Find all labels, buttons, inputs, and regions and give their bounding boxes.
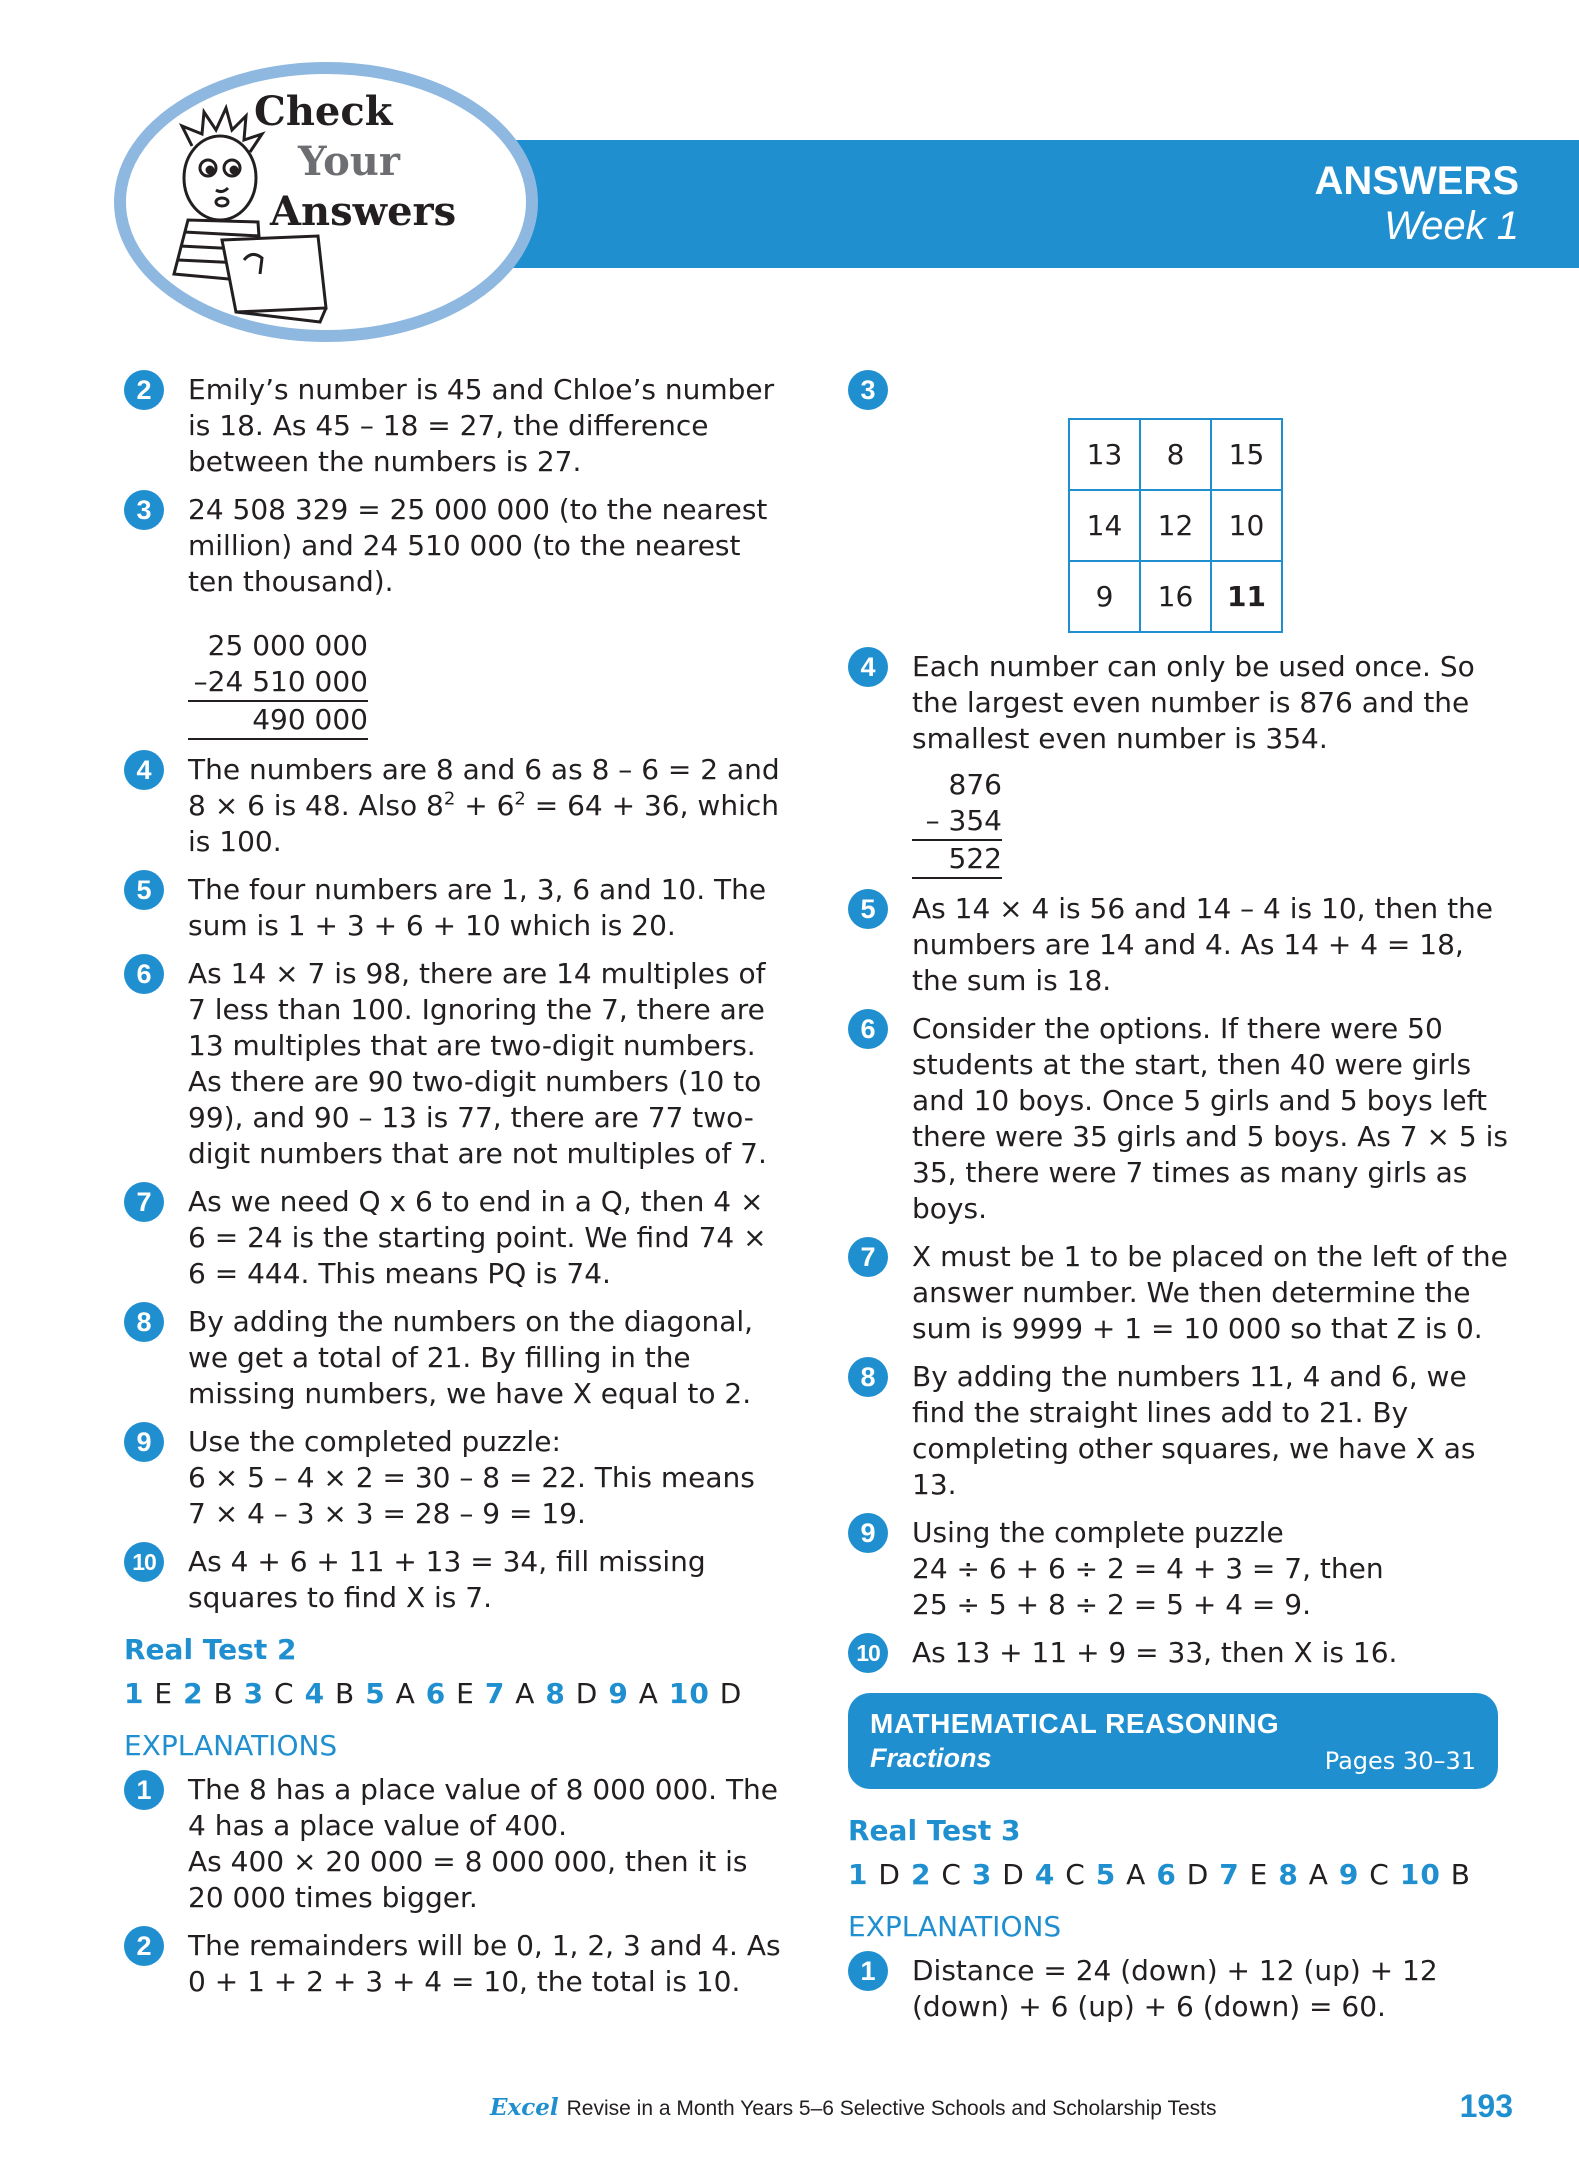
answer-number: 6 xyxy=(1156,1858,1177,1891)
grid-cell: 10 xyxy=(1211,490,1282,561)
answer-number: 9 xyxy=(1338,1858,1360,1891)
answer-text-line: As 400 × 20 000 = 8 000 000, then it is xyxy=(188,1845,748,1878)
logo-text-answers: Answers xyxy=(270,188,457,235)
question-number: 2 xyxy=(124,370,164,410)
question-number: 8 xyxy=(124,1302,164,1342)
answer-text: 24 508 329 = 25 000 000 (to the nearest million) and 24 510 000 (to the nearest ten thousand). xyxy=(188,493,768,598)
section-topic: Fractions xyxy=(870,1743,992,1773)
answer-text-line: 6 × 5 – 4 × 2 = 30 – 8 = 22. This means xyxy=(188,1461,755,1494)
subtraction-working xyxy=(188,628,784,740)
answer-text-line: Use the completed puzzle: xyxy=(188,1425,561,1458)
answer-number: 7 xyxy=(484,1677,506,1710)
superscript: 2 xyxy=(443,788,456,810)
calc-line: –24 510 000 xyxy=(188,664,368,702)
answer-letter: B xyxy=(203,1677,234,1710)
answer-letter: C xyxy=(1359,1858,1390,1891)
answer-number: 5 xyxy=(1095,1858,1117,1891)
answer-text xyxy=(912,372,1508,408)
grid-cell-answer: 11 xyxy=(1211,561,1282,632)
question-number: 5 xyxy=(848,889,888,929)
subtraction-working xyxy=(912,767,1508,879)
grid-row xyxy=(1069,419,1282,490)
answer-item xyxy=(848,1515,1508,1623)
question-number: 8 xyxy=(848,1357,888,1397)
calc-line: 490 000 xyxy=(188,702,368,740)
grid-cell: 12 xyxy=(1140,490,1211,561)
answer-letter: E xyxy=(446,1677,475,1710)
answer-item xyxy=(124,956,784,1172)
answer-letter: B xyxy=(1440,1858,1471,1891)
answer-item xyxy=(124,872,784,944)
question-number: 3 xyxy=(848,370,888,410)
answer-number: 10 xyxy=(668,1677,710,1710)
real-test-2-answers xyxy=(124,1676,784,1712)
answer-letter: A xyxy=(1116,1858,1147,1891)
grid-cell: 8 xyxy=(1140,419,1211,490)
question-number: 10 xyxy=(848,1633,888,1673)
answer-item xyxy=(848,1953,1508,2025)
answer-number: 3 xyxy=(243,1677,265,1710)
answer-number: 10 xyxy=(1399,1858,1441,1891)
calc-line: – 354 xyxy=(912,803,1002,841)
answer-text-line: 25 ÷ 5 + 8 ÷ 2 = 5 + 4 = 9. xyxy=(912,1588,1311,1621)
answer-number: 7 xyxy=(1219,1858,1240,1891)
question-number: 7 xyxy=(848,1237,888,1277)
answer-number: 8 xyxy=(1278,1858,1299,1891)
answer-text: Each number can only be used once. So the largest even number is 876 and the smallest even number is 354. xyxy=(912,650,1475,755)
answer-letter: D xyxy=(709,1677,743,1710)
text-part: + 6 xyxy=(455,789,515,822)
answer-item xyxy=(124,1304,784,1412)
question-number: 2 xyxy=(124,1926,164,1966)
answer-number: 6 xyxy=(425,1677,447,1710)
answer-text-line: 7 × 4 – 3 × 3 = 28 – 9 = 19. xyxy=(188,1497,586,1530)
answer-number: 2 xyxy=(183,1677,204,1710)
text-part: The numbers are 8 and 6 as 8 – 6 = 2 and 8 × 6 is 48. Also 8 xyxy=(188,753,780,822)
question-number: 3 xyxy=(124,490,164,530)
answer-text: As 14 × 4 is 56 and 14 – 4 is 10, then the numbers are 14 and 4. As 14 + 4 = 18, the sum is 18. xyxy=(912,892,1494,997)
answer-item xyxy=(848,1239,1508,1347)
grid-cell: 14 xyxy=(1069,490,1140,561)
question-number: 6 xyxy=(124,954,164,994)
answer-text: Consider the options. If there were 50 students at the start, then 40 were girls and 10 boys. Once 5 girls and 5 boys left there were 35 girls and 5 boys. As 7 × 5 is 35, there were 7 times as many girls as boys. xyxy=(912,1012,1508,1225)
answer-letter: C xyxy=(931,1858,962,1891)
answer-letter: D xyxy=(868,1858,901,1891)
page-title: ANSWERS xyxy=(1314,159,1519,203)
answer-text-line: 4 has a place value of 400. xyxy=(188,1809,568,1842)
calc-line: 876 xyxy=(948,768,1002,801)
answer-item xyxy=(848,372,1508,408)
grid-cell: 13 xyxy=(1069,419,1140,490)
question-number: 7 xyxy=(124,1182,164,1222)
answer-number: 2 xyxy=(910,1858,932,1891)
question-number: 4 xyxy=(124,750,164,790)
section-title: MATHEMATICAL REASONING xyxy=(870,1708,1280,1739)
answer-number: 9 xyxy=(608,1677,629,1710)
question-number: 9 xyxy=(124,1422,164,1462)
answer-text: The remainders will be 0, 1, 2, 3 and 4. As 0 + 1 + 2 + 3 + 4 = 10, the total is 10. xyxy=(188,1929,781,1998)
section-header-box xyxy=(848,1693,1498,1789)
magic-square-grid xyxy=(1068,418,1283,633)
grid-row xyxy=(1069,561,1282,632)
question-number: 4 xyxy=(848,647,888,687)
answer-letter: E xyxy=(1239,1858,1269,1891)
real-test-3-heading: Real Test 3 xyxy=(848,1814,1021,1847)
answer-letter: D xyxy=(992,1858,1025,1891)
superscript: 2 xyxy=(514,788,526,810)
answer-item xyxy=(848,1359,1508,1503)
footer-brand: Excel xyxy=(490,2094,559,2121)
answer-item xyxy=(848,649,1508,757)
answer-text-line: 20 000 times bigger. xyxy=(188,1881,478,1914)
question-number: 1 xyxy=(848,1951,888,1991)
answer-text xyxy=(188,752,784,860)
left-column xyxy=(124,372,784,2012)
grid-cell: 15 xyxy=(1211,419,1282,490)
answer-item xyxy=(848,1011,1508,1227)
real-test-3-answers xyxy=(848,1857,1508,1893)
answer-item xyxy=(124,1772,784,1916)
check-your-answers-logo xyxy=(112,60,540,344)
text-part: = 64 + 36, which is 100. xyxy=(188,789,779,858)
answer-text: Distance = 24 (down) + 12 (up) + 12 (down) + 6 (up) + 6 (down) = 60. xyxy=(912,1954,1438,2023)
answer-text: As 14 × 7 is 98, there are 14 multiples of 7 less than 100. Ignoring the 7, there are 13 multiples that are two-digit numbers. As there are 90 two-digit numbers (10 to 99), and 90 – 13 is 77, there are 77 two-digit numbers that are not multiples of 7. xyxy=(188,957,767,1170)
answer-letter: E xyxy=(144,1677,174,1710)
grid-row xyxy=(1069,490,1282,561)
question-number: 10 xyxy=(124,1542,164,1582)
footer xyxy=(490,2094,1216,2121)
answer-letter: C xyxy=(264,1677,295,1710)
answer-letter: C xyxy=(1055,1858,1086,1891)
answer-item xyxy=(124,1184,784,1292)
answer-text-line: The 8 has a place value of 8 000 000. The xyxy=(188,1773,779,1806)
answer-item xyxy=(124,1928,784,2000)
answer-item xyxy=(848,891,1508,999)
answer-number: 4 xyxy=(304,1677,326,1710)
grid-cell: 16 xyxy=(1140,561,1211,632)
question-number: 9 xyxy=(848,1513,888,1553)
answer-text: The four numbers are 1, 3, 6 and 10. The sum is 1 + 3 + 6 + 10 which is 20. xyxy=(188,873,767,942)
answer-item xyxy=(124,752,784,860)
answer-letter: D xyxy=(1176,1858,1210,1891)
answer-text: As 4 + 6 + 11 + 13 = 34, fill missing squares to find X is 7. xyxy=(188,1545,706,1614)
answer-letter: A xyxy=(505,1677,536,1710)
right-column xyxy=(848,372,1508,2037)
question-number: 1 xyxy=(124,1770,164,1810)
answer-text-line: Using the complete puzzle xyxy=(912,1516,1284,1549)
page-number: 193 xyxy=(1459,2088,1513,2124)
page-subtitle: Week 1 xyxy=(1384,204,1519,248)
header-banner xyxy=(470,140,1579,268)
answer-letter: A xyxy=(628,1677,659,1710)
explanations-heading: EXPLANATIONS xyxy=(848,1910,1062,1943)
question-number: 5 xyxy=(124,870,164,910)
logo-text-your: Your xyxy=(298,138,400,185)
answer-number: 5 xyxy=(365,1677,386,1710)
footer-text: Revise in a Month Years 5–6 Selective Schools and Scholarship Tests xyxy=(566,2097,1217,2120)
answer-text: Emily’s number is 45 and Chloe’s number is 18. As 45 – 18 = 27, the difference between the numbers is 27. xyxy=(188,373,775,478)
explanations-heading: EXPLANATIONS xyxy=(124,1729,338,1762)
answer-text: By adding the numbers on the diagonal, we get a total of 21. By filling in the missing numbers, we have X equal to 2. xyxy=(188,1305,754,1410)
answer-text: As 13 + 11 + 9 = 33, then X is 16. xyxy=(912,1636,1398,1669)
answer-letter: D xyxy=(565,1677,599,1710)
answer-number: 1 xyxy=(124,1677,145,1710)
grid-cell: 9 xyxy=(1069,561,1140,632)
answer-item xyxy=(848,1635,1508,1671)
answer-letter: B xyxy=(325,1677,356,1710)
answer-item xyxy=(124,492,784,600)
logo-text-check: Check xyxy=(254,88,393,135)
section-pages: Pages 30–31 xyxy=(1324,1747,1476,1775)
answer-text: X must be 1 to be placed on the left of the answer number. We then determine the sum is 9999 + 1 = 10 000 so that Z is 0. xyxy=(912,1240,1508,1345)
answer-text: By adding the numbers 11, 4 and 6, we find the straight lines add to 21. By completing other squares, we have X as 13. xyxy=(912,1360,1476,1501)
answer-letter: A xyxy=(385,1677,416,1710)
answer-item xyxy=(124,372,784,480)
answer-number: 8 xyxy=(545,1677,566,1710)
answer-item xyxy=(124,1424,784,1532)
answer-text: As we need Q x 6 to end in a Q, then 4 × 6 = 24 is the starting point. We find 74 × 6 = 444. This means PQ is 74. xyxy=(188,1185,767,1290)
answer-text-line: 24 ÷ 6 + 6 ÷ 2 = 4 + 3 = 7, then xyxy=(912,1552,1384,1585)
answer-item xyxy=(124,1544,784,1616)
answer-number: 4 xyxy=(1034,1858,1056,1891)
answer-letter: A xyxy=(1298,1858,1329,1891)
question-number: 6 xyxy=(848,1009,888,1049)
real-test-2-heading: Real Test 2 xyxy=(124,1633,297,1666)
calc-line: 25 000 000 xyxy=(207,629,368,662)
answer-number: 1 xyxy=(848,1858,869,1891)
header-title-block xyxy=(1315,158,1519,248)
calc-line: 522 xyxy=(912,841,1002,879)
answer-number: 3 xyxy=(971,1858,993,1891)
